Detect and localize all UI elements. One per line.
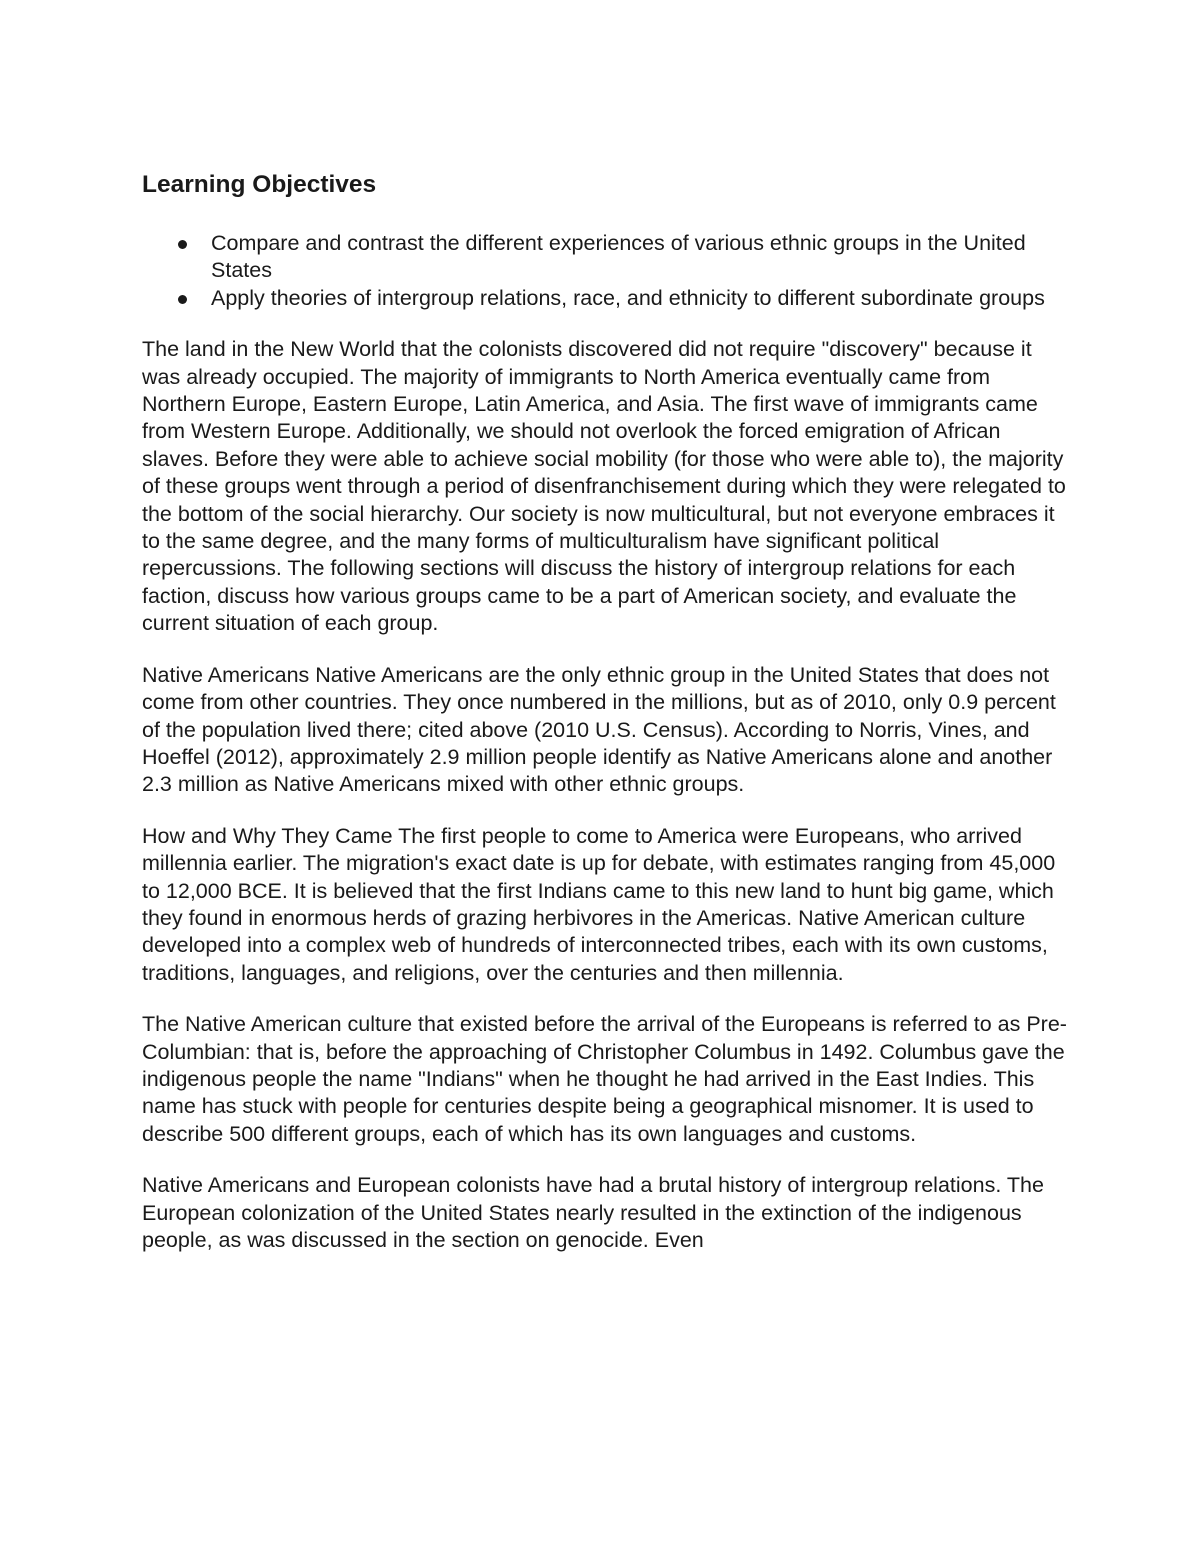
bullet-dot-icon: [178, 240, 187, 249]
list-item-text: Compare and contrast the different experiences of various ethnic groups in the United States: [211, 231, 1026, 283]
list-item: [142, 285, 1056, 312]
paragraph-pre-columbian: The Native American culture that existed before the arrival of the Europeans is referred to as Pre-Columbian: that is, before the approaching of Christopher Columbus in 1492. Columbus gave the indigenous people the name "Indians" when he thought he had arrived in the East Indies. This name has stuck with people for centuries despite being a geographical misnomer. It is used to describe 500 different groups, each of which has its own languages and customs.: [142, 1012, 1067, 1146]
page-title: Learning Objectives: [142, 171, 377, 198]
learning-objectives-list: [142, 230, 1072, 312]
list-item: [142, 230, 1056, 285]
paragraph-native-americans: Native Americans Native Americans are the only ethnic group in the United States that does not come from other countries. They once numbered in the millions, but as of 2010, only 0.9 percent of the population lived there; cited above (2010 U.S. Census). According to Norris, Vines, and Hoeffel (2012), approximately 2.9 million people identify as Native Americans alone and another 2.3 million as Native Americans mixed with other ethnic groups.: [142, 662, 1056, 797]
bullet-dot-icon: [178, 295, 187, 304]
document-body: [142, 166, 1072, 1278]
list-item-text: Apply theories of intergroup relations, race, and ethnicity to different subordinate groups: [211, 285, 1045, 310]
paragraph-intergroup-relations: Native Americans and European colonists have had a brutal history of intergroup relations. The European colonization of the United States nearly resulted in the extinction of the indigenous people, as was discussed in the section on genocide. Even: [142, 1173, 1044, 1252]
paragraph-how-and-why-they-came: How and Why They Came The first people to come to America were Europeans, who arrived millennia earlier. The migration's exact date is up for debate, with estimates ranging from 45,000 to 12,000 BCE. It is believed that the first Indians came to this new land to hunt big game, which they found in enormous herds of grazing herbivores in the Americas. Native American culture developed into a complex web of hundreds of interconnected tribes, each with its own customs, traditions, languages, and religions, over the centuries and then millennia.: [142, 823, 1056, 985]
paragraph-intro: The land in the New World that the colonists discovered did not require "discovery" because it was already occupied. The majority of immigrants to North America eventually came from Northern Europe, Eastern Europe, Latin America, and Asia. The first wave of immigrants came from Western Europe. Additionally, we should not overlook the forced emigration of African slaves. Before they were able to achieve social mobility (for those who were able to), the majority of these groups went through a period of disenfranchisement during which they were relegated to the bottom of the social hierarchy. Our society is now multicultural, but not everyone embraces it to the same degree, and the many forms of multiculturalism have significant political repercussions. The following sections will discuss the history of intergroup relations for each faction, discuss how various groups came to be a part of American society, and evaluate the current situation of each group.: [142, 337, 1066, 636]
